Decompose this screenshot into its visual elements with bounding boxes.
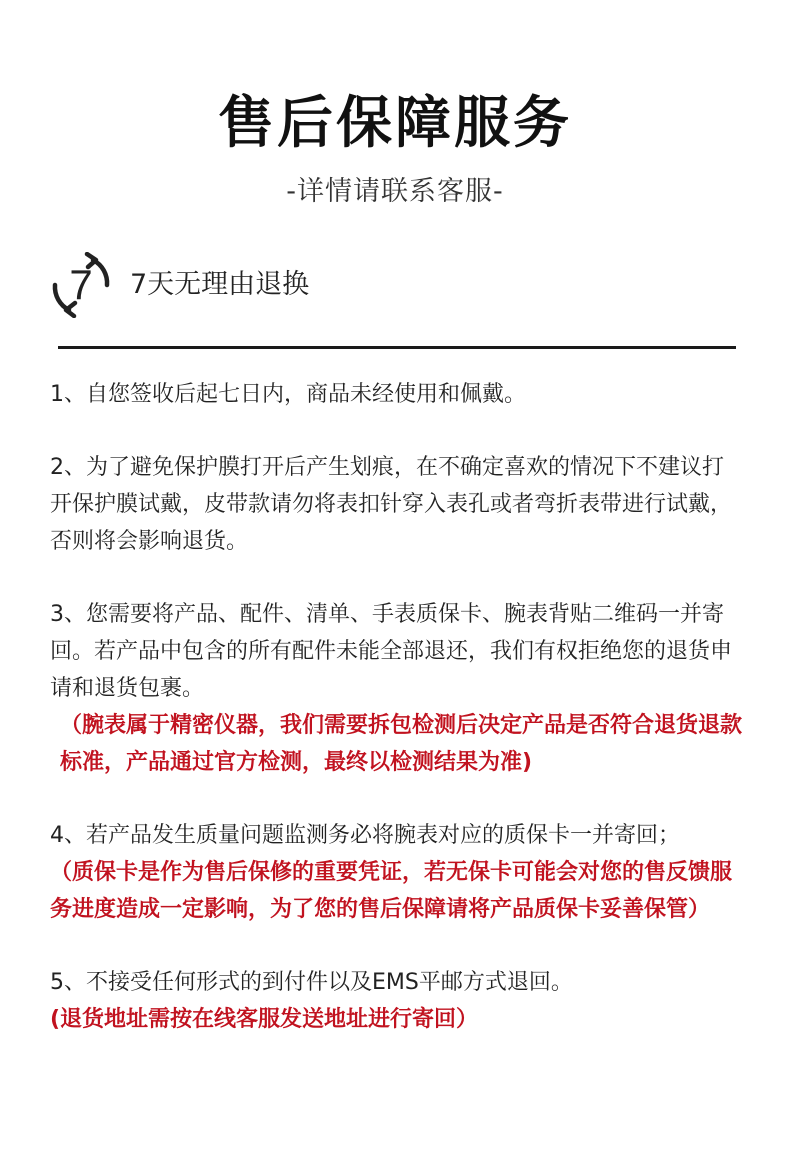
policy-item-text: 5、不接受任何形式的到付件以及EMS平邮方式退回。 <box>50 970 573 995</box>
policy-item-5 <box>50 964 742 1038</box>
policy-item-text: 3、您需要将产品、配件、清单、手表质保卡、腕表背贴二维码一并寄回。若产品中包含的所有配件未能全部退还，我们有权拒绝您的退货申请和退货包裹。 <box>50 602 733 701</box>
policy-content <box>50 376 742 1074</box>
page-subtitle: -详情请联系客服- <box>286 176 504 207</box>
seven-day-return-icon <box>48 252 114 318</box>
policy-item-note: （质保卡是作为售后保修的重要凭证，若无保卡可能会对您的售反馈服务进度造成一定影响，为了您的售后保障请将产品质保卡妥善保管） <box>50 860 733 922</box>
policy-item-text: 2、为了避免保护膜打开后产生划痕，在不确定喜欢的情况下不建议打开保护膜试戴，皮带款请勿将表扣针穿入表孔或者弯折表带进行试戴，否则将会影响退货。 <box>50 455 733 554</box>
policy-item-4 <box>50 817 742 928</box>
return-policy-heading: 7天无理由退换 <box>130 269 310 300</box>
icon-digit: 7 <box>69 261 93 308</box>
divider <box>58 346 736 349</box>
policy-item-note: (退货地址需按在线客服发送地址进行寄回） <box>50 1007 479 1032</box>
policy-item-1 <box>50 376 742 413</box>
policy-item-note: （腕表属于精密仪器，我们需要拆包检测后决定产品是否符合退货退款标准，产品通过官方检测，最终以检测结果为准) <box>60 713 743 775</box>
policy-item-3 <box>50 596 742 781</box>
policy-item-2 <box>50 449 742 560</box>
policy-item-text: 1、自您签收后起七日内，商品未经使用和佩戴。 <box>50 382 526 407</box>
page-title: 售后保障服务 <box>218 91 572 156</box>
return-policy-header <box>48 252 309 318</box>
policy-item-text: 4、若产品发生质量问题监测务必将腕表对应的质保卡一并寄回； <box>50 823 680 848</box>
